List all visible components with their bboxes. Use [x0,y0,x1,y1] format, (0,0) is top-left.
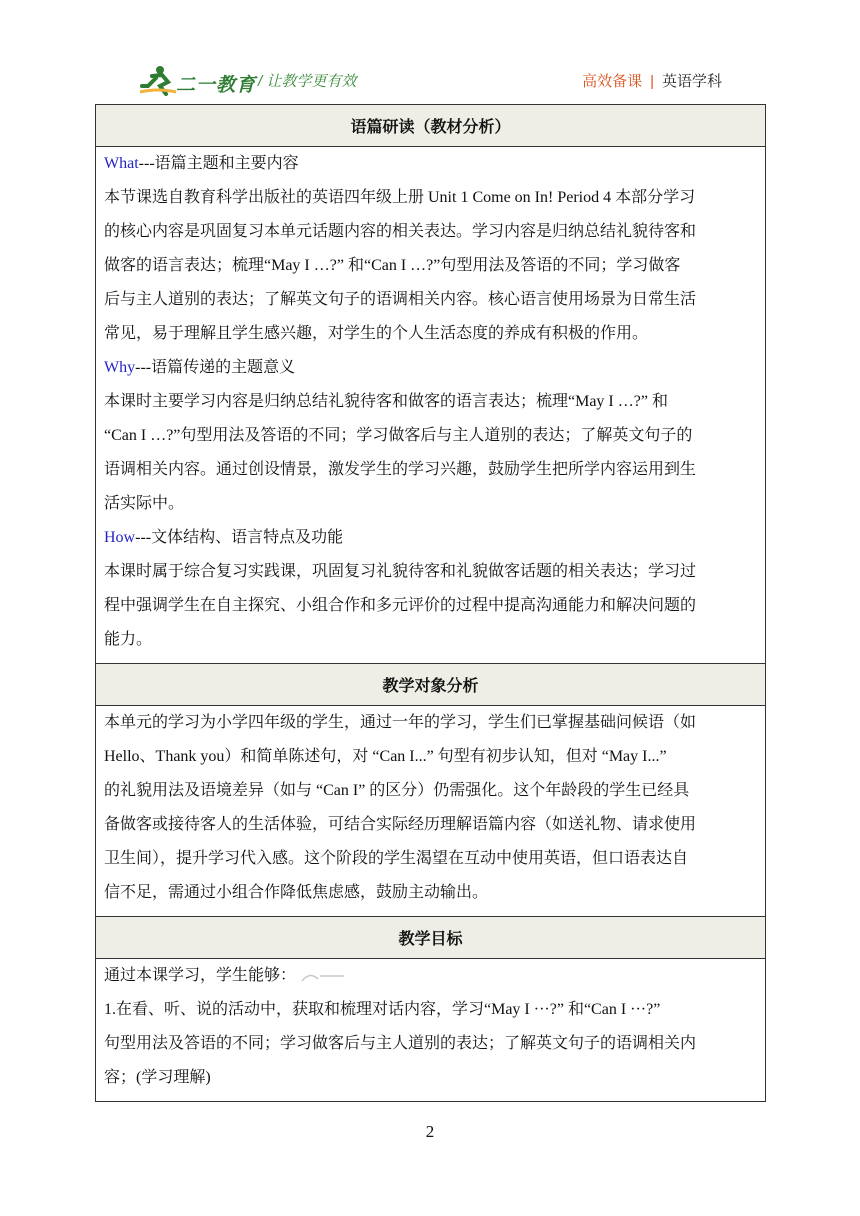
header-subject [582,70,722,91]
students-line: 的礼貌用法及语境差异（如与 “Can I” 的区分）仍需强化。这个年龄段的学生已经具 [104,782,690,799]
page-header [0,0,860,104]
students-body [96,706,766,917]
brand-slogan: / 让教学更有效 [258,73,357,90]
what-line: 后与主人道别的表达；了解英文句子的语调相关内容。核心语言使用场景为日常生活 [104,291,697,308]
what-label: What [104,155,139,172]
how-line: 本课时属于综合复习实践课，巩固复习礼貌待客和礼貌做客话题的相关表达；学习过 [104,563,697,580]
why-label: Why [104,359,136,376]
how-label: How [104,529,136,546]
page-number: 2 [425,1122,435,1141]
why-heading: Why---语篇传递的主题意义 [104,359,296,376]
section-heading-students: 教学对象分析 [96,664,766,706]
what-line: 的核心内容是巩固复习本单元话题内容的相关表达。学习内容是归纳总结礼貌待客和 [104,223,697,240]
goals-body [96,959,766,1102]
students-line: 备做客或接待客人的生活体验，可结合实际经历理解语篇内容（如送礼物、请求使用 [104,816,697,833]
what-line: 本节课选自教育科学出版社的英语四年级上册 Unit 1 Come on In! Period 4 本部分学习 [104,189,696,206]
header-tag-a: 高效备课 [582,73,643,90]
how-heading: How---文体结构、语言特点及功能 [104,529,344,546]
header-tag-b: 英语学科 [661,73,722,90]
why-line: 语调相关内容。通过创设情景，激发学生的学习兴趣，鼓励学生把所学内容运用到生 [104,461,697,478]
students-line: 本单元的学习为小学四年级的学生，通过一年的学习，学生们已掌握基础问候语（如 [104,714,697,731]
why-line: 活实际中。 [104,495,185,512]
text-analysis-body [96,147,766,664]
watermark-logo-icon [300,969,346,983]
what-line: 常见，易于理解且学生感兴趣，对学生的个人生活态度的养成有积极的作用。 [104,325,649,342]
lesson-plan-table [95,104,766,1102]
goal-line: 1.在看、听、说的活动中，获取和梳理对话内容，学习“May I ···?” 和“Can I ···?” [104,1001,661,1018]
students-line: 信不足，需通过小组合作降低焦虑感，鼓励主动输出。 [104,884,489,901]
goal-line: 容；(学习理解) [104,1069,211,1086]
brand-name: 二一教育 [176,75,257,96]
students-line: 卫生间），提升学习代入感。这个阶段的学生渴望在互动中使用英语，但口语表达自 [104,850,689,867]
what-line: 做客的语言表达；梳理“May I …?” 和“Can I …?”句型用法及答语的不同；学习做客 [104,257,681,274]
goal-line: 句型用法及答语的不同；学习做客后与主人道别的表达；了解英文句子的语调相关内 [104,1035,697,1052]
goals-intro-line: 通过本课学习，学生能够： [104,959,757,993]
how-line: 能力。 [104,631,153,648]
why-line: 本课时主要学习内容是归纳总结礼貌待客和做客的语言表达；梳理“May I …?” 和 [104,393,668,410]
why-line: “Can I …?”句型用法及答语的不同；学习做客后与主人道别的表达；了解英文句子的 [104,427,693,444]
how-line: 程中强调学生在自主探究、小组合作和多元评价的过程中提高沟通能力和解决问题的 [104,597,697,614]
header-separator: | [650,73,654,90]
students-line: Hello、Thank you）和简单陈述句，对 “Can I...” 句型有初步认知，但对 “May I...” [104,748,667,765]
section-heading-goals: 教学目标 [96,917,766,959]
section-heading-text-analysis: 语篇研读（教材分析） [96,105,766,147]
what-heading: What---语篇主题和主要内容 [104,155,299,172]
